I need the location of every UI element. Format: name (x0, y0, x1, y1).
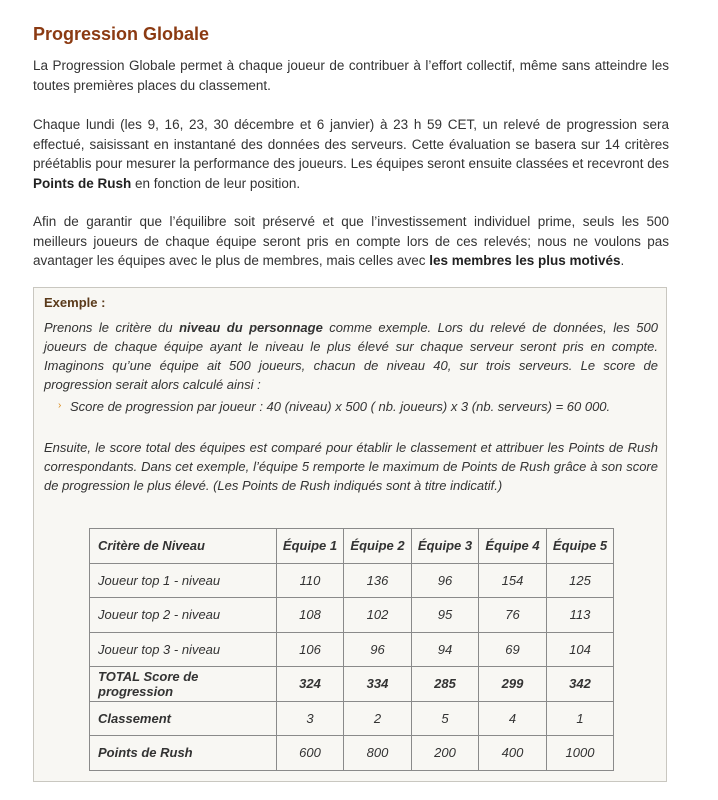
table-cell: 200 (412, 736, 479, 771)
table-cell: 102 (344, 598, 412, 633)
table-cell: 400 (479, 736, 547, 771)
example-title: Exemple : (44, 295, 106, 310)
intro-p2-text: Chaque lundi (les 9, 16, 23, 30 décembre et 6 janvier) à 23 h 59 CET, un relevé de progression sera effectué, saisissant en instantané des données des serveurs. Cette évaluation se basera sur 14 critères préétablis pour mesurer la performance des joueurs. Les équipes seront ensuite classées et recevront des (33, 117, 669, 171)
intro-p3-text-end: . (620, 253, 625, 268)
page-title: Progression Globale (33, 24, 210, 44)
table-cell: Classement (90, 701, 277, 736)
table-cell: 1000 (547, 736, 614, 771)
table-cell: 334 (344, 667, 412, 702)
table-cell: 2 (344, 701, 412, 736)
table-header: Équipe 1 (277, 529, 344, 564)
table-cell: Joueur top 3 - niveau (90, 632, 277, 667)
table-cell: 94 (412, 632, 479, 667)
table-header: Critère de Niveau (90, 529, 277, 564)
table-cell: 342 (547, 667, 614, 702)
example-text-1-end: comme exemple. Lors du relevé de données, les 500 joueurs de chaque équipe ayant le niveau le plus élevé sur chaque serveur seront pris en compte. Imaginons qu’une équipe ait 500 joueurs, chacun de niveau 40, sur trois serveurs. Le score de progression serait alors calculé ainsi : (44, 320, 658, 392)
table-cell: Joueur top 2 - niveau (90, 598, 277, 633)
example-formula-text: Score de progression par joueur : 40 (niveau) x 500 ( nb. joueurs) x 3 (nb. serveurs) = 60 000. (70, 399, 611, 414)
table-row (90, 563, 614, 598)
table-cell: 4 (479, 701, 547, 736)
table-header-row (90, 529, 614, 564)
intro-p2-text-end: en fonction de leur position. (131, 175, 301, 191)
scores-table (89, 528, 614, 771)
table-cell: 299 (479, 667, 547, 702)
example-text-1 (44, 318, 658, 394)
intro-p2-bold: Points de Rush (33, 175, 132, 191)
table-cell: 96 (412, 563, 479, 598)
intro-paragraph-2 (33, 115, 669, 193)
table-row (90, 598, 614, 633)
intro-p3-bold: les membres les plus motivés (429, 253, 621, 268)
table-row (90, 632, 614, 667)
table-cell: 104 (547, 632, 614, 667)
table-cell: 108 (277, 598, 344, 633)
table-cell: 69 (479, 632, 547, 667)
table-cell: 5 (412, 701, 479, 736)
table-cell: 96 (344, 632, 412, 667)
table-header: Équipe 5 (547, 529, 614, 564)
example-text-2: Ensuite, le score total des équipes est comparé pour établir le classement et attribuer les Points de Rush correspondants. Dans cet exemple, l’équipe 5 remporte le maximum de Points de Rush grâce à son score de progression le plus élevé. (Les Points de Rush indiqués sont à titre indicatif.) (44, 440, 658, 493)
table-cell: Points de Rush (90, 736, 277, 771)
table-row-ranking (90, 701, 614, 736)
table-header: Équipe 3 (412, 529, 479, 564)
intro-p3-text: Afin de garantir que l’équilibre soit préservé et que l’investissement individuel prime, seuls les 500 meilleurs joueurs de chaque équipe seront pris en compte lors de ces relevés; nous ne voulons pas avantager les équipes avec le plus de membres, mais celles avec (33, 214, 669, 268)
example-text-1-bold: niveau du personnage (179, 320, 323, 335)
intro-paragraph-1: La Progression Globale permet à chaque joueur de contribuer à l’effort collectif, même sans atteindre les toutes premières places du classement. (33, 58, 669, 93)
table-cell: 154 (479, 563, 547, 598)
table-cell: 95 (412, 598, 479, 633)
table-cell: 125 (547, 563, 614, 598)
table-header: Équipe 2 (344, 529, 412, 564)
table-cell: 136 (344, 563, 412, 598)
table-cell: 110 (277, 563, 344, 598)
table-cell: 1 (547, 701, 614, 736)
table-cell: TOTAL Score de progression (90, 667, 277, 702)
bullet-arrow-icon: › (58, 400, 62, 411)
example-box (33, 287, 667, 782)
example-text-1-start: Prenons le critère du (44, 320, 180, 335)
table-cell: Joueur top 1 - niveau (90, 563, 277, 598)
example-formula (58, 399, 611, 414)
table-cell: 324 (277, 667, 344, 702)
table-cell: 800 (344, 736, 412, 771)
table-cell: 285 (412, 667, 479, 702)
table-cell: 76 (479, 598, 547, 633)
intro-paragraph-3 (33, 212, 669, 271)
table-row-points (90, 736, 614, 771)
table-cell: 600 (277, 736, 344, 771)
table-cell: 106 (277, 632, 344, 667)
table-header: Équipe 4 (479, 529, 547, 564)
table-cell: 113 (547, 598, 614, 633)
table-cell: 3 (277, 701, 344, 736)
table-row-total (90, 667, 614, 702)
